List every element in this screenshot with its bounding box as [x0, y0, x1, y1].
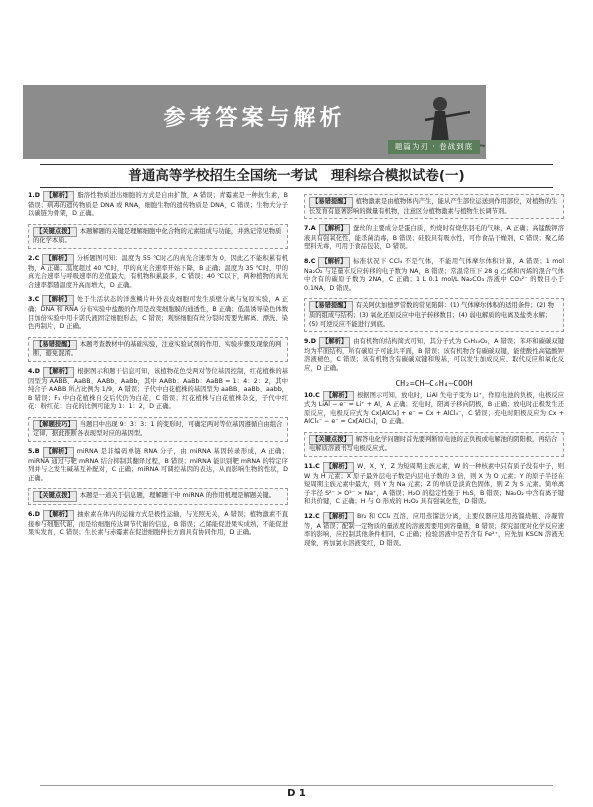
section-tag: 【解析】	[42, 295, 73, 306]
tip-box	[28, 488, 288, 505]
question-number: 1.D	[28, 192, 41, 199]
section-tag: 【解析】	[323, 462, 354, 473]
section-tag: 【易错提醒】	[33, 340, 77, 351]
answer-text: miRNA 是非编码单链 RNA 分子，由 miRNA 基因转录形成，A 正确；miRNA 通过与靶 mRNA 结合抑制其翻译过程，B 错误；miRNA 能识别靶 mRNA 的特定序列并与之发生碱基互补配对，C 正确；miRNA 可调控基因的表达，从而影响生物的性状，D 正确。	[28, 448, 288, 482]
answer-text: 本题考查教材中的基础实验，注意实验试剂的作用、实验步骤及现象的判断，避免混淆。	[33, 340, 282, 358]
answer-item	[304, 391, 564, 427]
section-tag: 【关键点拨】	[33, 227, 77, 238]
question-number: 3.C	[28, 296, 40, 304]
answer-item	[28, 367, 288, 412]
answer-item	[304, 257, 564, 293]
section-tag: 【解析】	[43, 367, 74, 378]
answer-text: 解答电化学问题时首先要判断原电池的正负极或电解池的阴阳极，再结合电解质溶液书写电极反应式。	[309, 435, 558, 453]
section-tag: 【易错提醒】	[309, 301, 353, 312]
question-number: 12.C	[304, 513, 320, 521]
answer-item	[28, 254, 288, 290]
paper-header: 普通高等学校招生全国统一考试 理科综合模拟试卷(一)	[40, 164, 553, 188]
answer-item	[28, 510, 288, 538]
tip-box	[304, 298, 564, 332]
answer-text: 有关阿伏加德罗常数的常见陷阱：(1) 气体摩尔体积的适用条件；(2) 物质的组成与结构；(3) 氧化还原反应中电子转移数目；(4) 弱电解质的电离及盐类水解；(5) 可逆反应不能进行到底。	[309, 302, 554, 328]
answer-text: 本题是一道关于信息题，理解题干中 miRNA 的作用机理是解题关键。	[79, 492, 276, 500]
answer-item	[28, 447, 288, 483]
right-column	[304, 191, 564, 781]
section-tag: 【解析】	[323, 512, 354, 523]
section-tag: 【解析】	[323, 391, 354, 402]
answer-text: 蚕丝的主要成分是蛋白质，灼烧时有烧焦羽毛的气味，A 正确；高锰酸钾溶液具有强氧化性，能杀菌消毒，B 错误；硅胶具有吸水性，可作食品干燥剂，C 错误；聚乙烯塑料无毒，可用于食品包装，D 错误。	[304, 225, 564, 251]
tip-box	[304, 194, 564, 219]
answer-item	[28, 295, 288, 331]
question-number: 4.D	[28, 367, 41, 375]
answer-item	[304, 462, 564, 507]
answer-text: W、X、Y、Z 为短周期主族元素，W 的一种核素中只有质子没有中子，则 W 为 H 元素；X 原子最外层电子数是内层电子数的 3 倍，则 X 为 O 元素；Y 的原子半径在短周期主族元素中最大，则 Y 为 Na 元素；Z 的单质是淡黄色固体，则 Z 为 S 元素。简单离子半径 S²⁻ > O²⁻ > Na⁺，A 错误；H₂O 的稳定性强于 H₂S，B 错误；Na₂O₂ 中含有离子键和共价键，C 正确；H 与 O 形成的 H₂O₂ 具有强氧化性，D 错误。	[304, 463, 564, 506]
section-tag: 【易错提醒】	[309, 197, 353, 208]
left-column	[28, 191, 288, 781]
answer-item	[304, 512, 564, 548]
tip-box	[304, 432, 564, 457]
question-number: 2.C	[28, 254, 40, 262]
answer-text: 根据图示可知，放电时，LiAl 失电子变为 Li⁺，作原电池的负极，电极反应式为 LiAl − e⁻ = Li⁺ + Al，A 正确；充电时，阳离子移向阴极，B 正确；放电时正极发生还原反应，电极反应式为 Cx[AlCl₄] + e⁻ = Cx + AlCl₄⁻，C 错误；充电时阳极反应为 Cx + AlCl₄⁻ − e⁻ = Cx[AlCl₄]，D 正确。	[304, 391, 564, 426]
section-tag: 【解析】	[318, 257, 349, 268]
answer-text: 本题解题的关键是理解细胞中化合物的元素组成与功能，并熟记常见物质的化学本质。	[33, 227, 282, 245]
question-number: 10.C	[304, 391, 320, 399]
answer-text: 处于生活状态的洋葱鳞片叶外表皮细胞可发生质壁分离与复原实验，A 正确；DNA 和 RNA 分布实验中盐酸的作用是改变细胞膜的通透性，B 正确；低温诱导染色体数目加倍实验中用卡诺氏液固定细胞形态，C 错误；观察细胞有丝分裂时需要先解离、漂洗、染色再制片，D 正确。	[28, 296, 288, 331]
tip-box	[28, 224, 288, 249]
answer-text: 脂溶性物质进出细胞的方式是自由扩散，A 错误；青霉素是一种抗生素，B 错误；病毒的遗传物质是 DNA 或 RNA，细胞生物的遗传物质是 DNA，C 错误；生物大分子以碳链为骨架，D 正确。	[28, 192, 288, 218]
section-tag: 【解题技巧】	[33, 420, 77, 431]
page-number: D 1	[287, 788, 306, 799]
section-tag: 【解析】	[43, 510, 74, 521]
chemical-formula: CH₂=CH—C₆H₄—COOH	[395, 378, 473, 388]
question-number: 7.A	[304, 225, 316, 233]
question-number: 6.D	[28, 511, 41, 519]
tip-box	[28, 337, 288, 362]
question-number: 5.B	[28, 448, 40, 456]
answer-item	[304, 337, 564, 373]
section-tag: 【解析】	[319, 224, 350, 235]
answer-text: 植物激素是由植物体内产生，能从产生部位运送到作用部位，对植物的生长发育有显著影响的微量有机物，注意区分植物激素与植物生长调节剂。	[309, 198, 558, 215]
answer-text: 抽索素在体内的运输方式是极性运输，与光照无关，A 错误；植物激素不直接参与细胞代谢，而是给细胞传达调节代谢的信息，B 错误；乙烯能促进果实成熟，不能促进果实发育，C 错误；生长素与赤霉素在促进细胞伸长方面具有协同作用，D 正确。	[28, 511, 288, 537]
question-number: 9.D	[304, 338, 317, 346]
answer-text: Br₂ 和 CCl₄ 互溶，应用蒸馏法分离，主要仪器应选用蒸馏烧瓶、冷凝管等，A 错误；配制一定物质的量浓度的溶液需要用到容量瓶，B 错误；探究温度对化学反应速率的影响，应控制其他条件相同，C 正确；检验溶液中是否含有 Fe²⁺，应先加 KSCN 溶液无现象，再加氯水溶液变红，D 错误。	[304, 513, 564, 547]
footer-rule	[40, 785, 553, 786]
motto-stamp: 题篇为刃 · 卷战到底	[388, 140, 480, 154]
answer-text: 根据图示和题干信息可知，该植物花色受两对等位基因控制，红花植株的基因型为 AABB、AaBB、AABb、AaBb，其中 AABb：AaBb：AaBB = 1：4：2：2，其中纯合子 AABB 所占比例为 1/9，A 错误；子代中白花植株的基因型为 aaBB、aaBb、aabb，B 错误；F₁ 中白花植株自交后代仍为白花，C 错误；红花植株与白花植株杂交，子代中红花：粉红花：白花的比例可能为 1：1：2，D 正确。	[28, 367, 288, 411]
question-number: 8.C	[304, 257, 316, 265]
section-tag: 【关键点拨】	[309, 435, 353, 446]
section-tag: 【关键点拨】	[33, 491, 77, 502]
banner-title: 参考答案与解析	[163, 106, 346, 131]
section-tag: 【解析】	[43, 191, 74, 202]
answer-text: 分析题图可知：温度为 55 ℃时乙的真光合速率为 0，因此乙不能积累有机物，A 正确；温度超过 40 ℃时，甲的真光合速率开始下降，B 正确；温度为 35 ℃时，甲的真光合速率与呼吸速率的差值最大，有机物积累最多，C 错误；40 ℃以下，两种植物的真光合速率都随温度升高而增大，D 正确。	[28, 254, 288, 289]
section-tag: 【解析】	[42, 254, 73, 265]
tip-box	[28, 417, 288, 442]
question-number: 11.C	[304, 463, 320, 471]
answer-text: 由有机物的结构简式可知，其分子式为 C₉H₁₀O₂，A 错误；苯环和碳碳双键均为平面结构，所有碳原子可能共平面，B 错误；该有机物含有碳碳双键，能使酸性高锰酸钾溶液褪色，C 错误；该有机物含有碳碳双键和羧基，可以发生加成反应、取代反应和氧化反应，D 正确。	[304, 338, 564, 372]
answer-item	[304, 224, 564, 252]
answer-text: 当题目中出现 9：3：3：1 的变形时，可确定两对等位基因遵循自由组合定律，据此推断各表现型对应的基因型。	[33, 420, 283, 438]
answer-item	[28, 191, 288, 219]
section-tag: 【解析】	[43, 447, 74, 458]
section-tag: 【解析】	[319, 337, 350, 348]
answer-text: 标准状况下 CCl₄ 不是气体，不能用气体摩尔体积计算，A 错误；1 mol Na₂O₂ 与足量水反应转移的电子数为 NA，B 错误；常温常压下 28 g 乙烯和丙烯的混合气体中含有的碳原子数为 2NA，C 正确；1 L 0.1 mol/L Na₂CO₃ 溶液中 CO₃²⁻ 的数目小于 0.1NA，D 错误。	[304, 257, 564, 292]
